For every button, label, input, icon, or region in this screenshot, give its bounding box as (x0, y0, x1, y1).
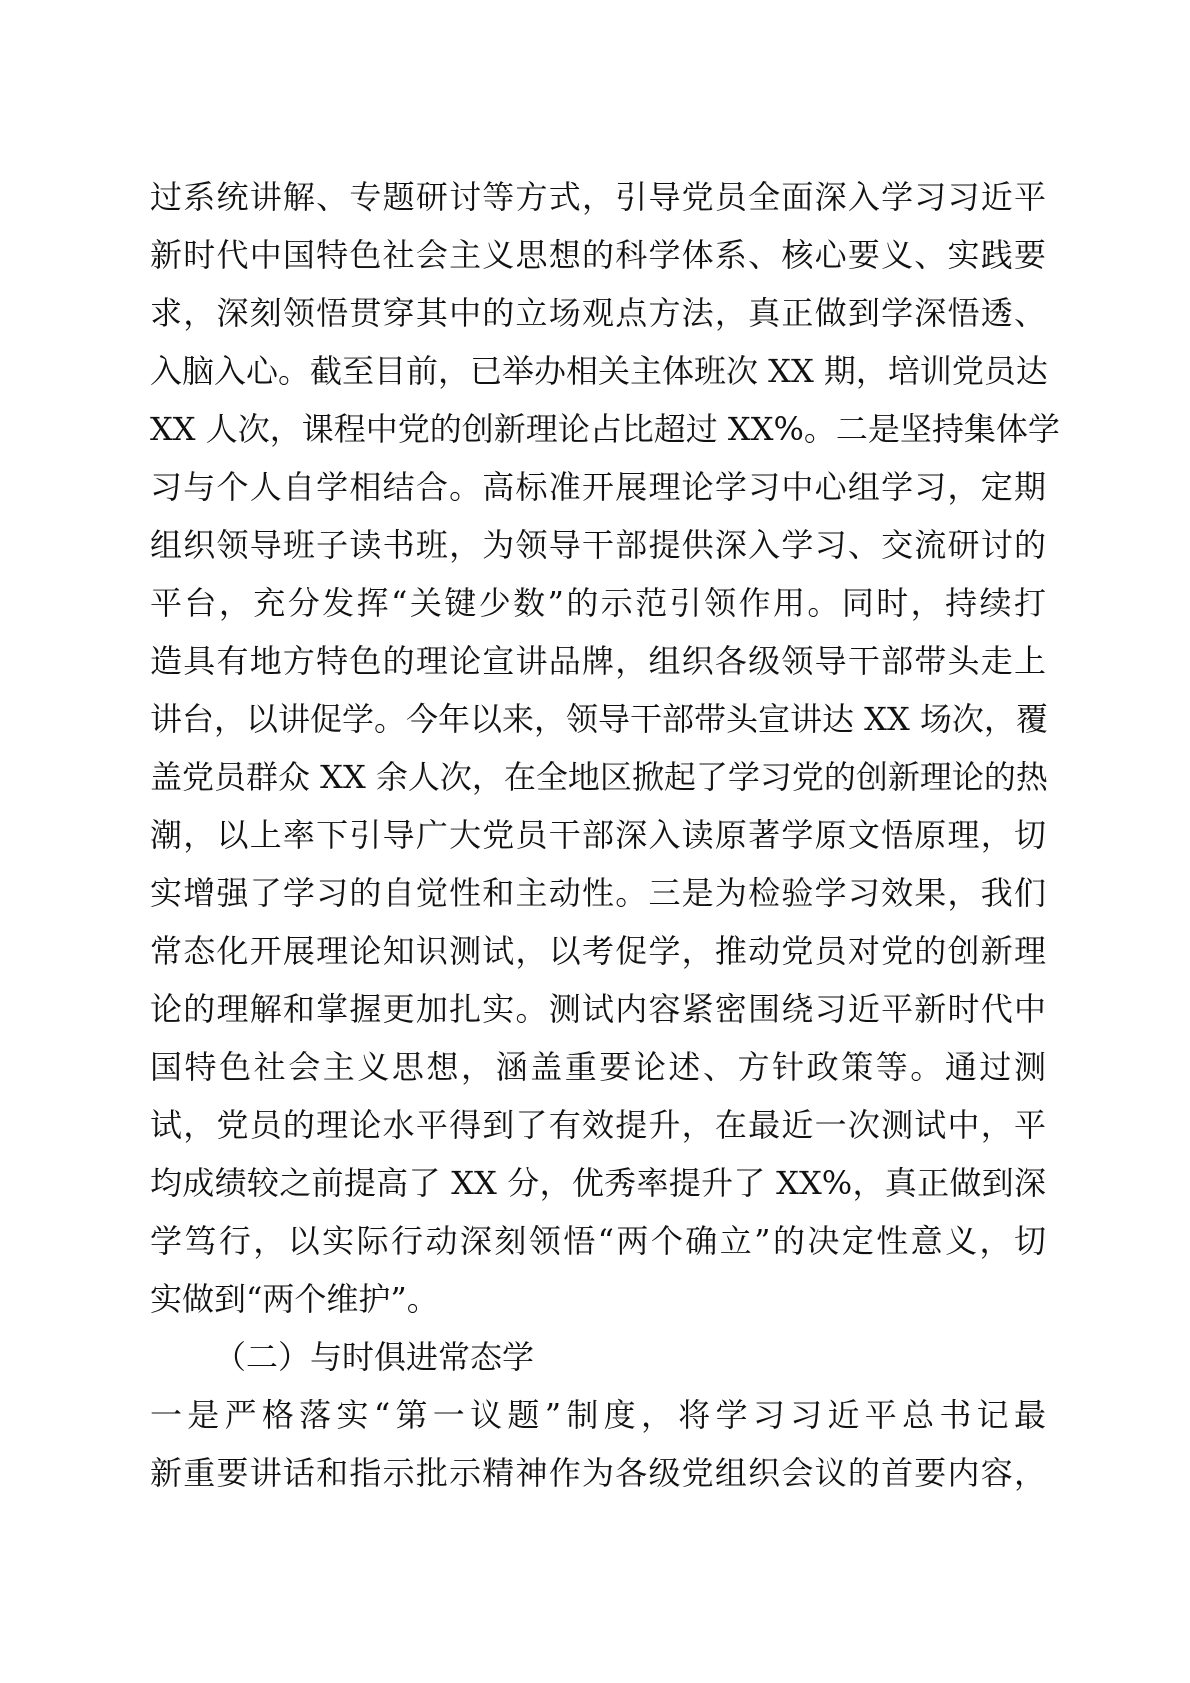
paragraph-line: 潮，以上率下引导广大党员干部深入读原著学原文悟原理，切 (150, 816, 1046, 854)
paragraph-line: 讲台，以讲促学。今年以来，领导干部带头宣讲达 XX 场次，覆 (150, 700, 1048, 738)
paragraph-line: 学笃行，以实际行动深刻领悟“两个确立”的决定性意义，切 (150, 1222, 1046, 1260)
paragraph-line: 国特色社会主义思想，涵盖重要论述、方针政策等。通过测 (150, 1048, 1046, 1086)
section-heading: （二）与时俱进常态学 (214, 1338, 535, 1376)
body-text (150, 168, 1060, 1502)
paragraph-line: 习与个人自学相结合。高标准开展理论学习中心组学习，定期 (150, 468, 1046, 506)
paragraph-line: 实做到“两个维护”。 (150, 1280, 439, 1318)
paragraph-line: 入脑入心。截至目前，已举办相关主体班次 XX 期，培训党员达 (150, 352, 1048, 390)
paragraph-line: 试，党员的理论水平得到了有效提升，在最近一次测试中，平 (150, 1106, 1046, 1144)
paragraph-line: 平台，充分发挥“关键少数”的示范引领作用。同时，持续打 (150, 584, 1046, 622)
paragraph-line: 新时代中国特色社会主义思想的科学体系、核心要义、实践要 (150, 236, 1046, 274)
paragraph-line: XX 人次，课程中党的创新理论占比超过 XX%。二是坚持集体学 (150, 410, 1060, 448)
paragraph-line: 均成绩较之前提高了 XX 分，优秀率提升了 XX%，真正做到深 (150, 1164, 1046, 1202)
paragraph-line: 造具有地方特色的理论宣讲品牌，组织各级领导干部带头走上 (150, 642, 1046, 680)
paragraph-line: 求，深刻领悟贯穿其中的立场观点方法，真正做到学深悟透、 (150, 294, 1046, 332)
paragraph-line: 常态化开展理论知识测试，以考促学，推动党员对党的创新理 (150, 932, 1046, 970)
paragraph-line: 一是严格落实“第一议题”制度，将学习习近平总书记最 (150, 1396, 1046, 1434)
paragraph-line: 实增强了学习的自觉性和主动性。三是为检验学习效果，我们 (150, 874, 1046, 912)
paragraph-line: 新重要讲话和指示批示精神作为各级党组织会议的首要内容， (150, 1454, 1046, 1492)
paragraph-line: 论的理解和掌握更加扎实。测试内容紧密围绕习近平新时代中 (150, 990, 1046, 1028)
paragraph-line: 盖党员群众 XX 余人次，在全地区掀起了学习党的创新理论的热 (150, 758, 1048, 796)
paragraph-line: 组织领导班子读书班，为领导干部提供深入学习、交流研讨的 (150, 526, 1046, 564)
paragraph-line: 过系统讲解、专题研讨等方式，引导党员全面深入学习习近平 (150, 178, 1046, 216)
